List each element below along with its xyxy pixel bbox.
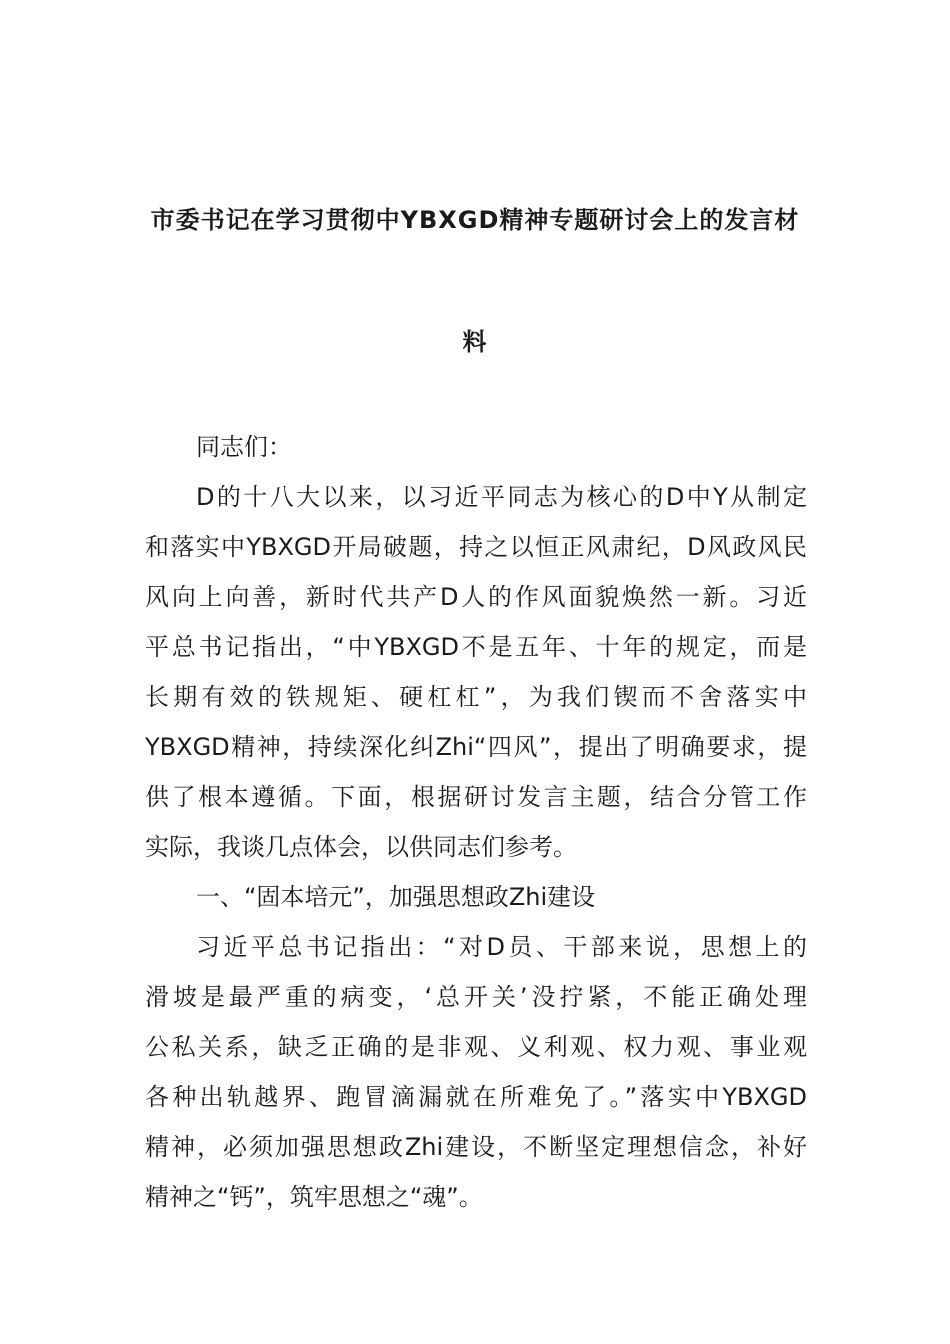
paragraph-line: 精神之“钙”，筑牢思想之“魂”。 <box>145 1183 483 1211</box>
paragraph-line: 实际，我谈几点体会，以供同志们参考。 <box>145 833 577 861</box>
paragraph-line: 长期有效的铁规矩、硬杠杠”，为我们锲而不舍落实中 <box>145 683 807 711</box>
paragraph-line: 供了根本遵循。下面，根据研讨发言主题，结合分管工作 <box>145 783 807 811</box>
paragraph-line: 精神，必须加强思想政Zhi建设，不断坚定理想信念，补好 <box>145 1133 807 1161</box>
paragraph-line: YBXGD精神，持续深化纠Zhi“四风”，提出了明确要求，提 <box>145 733 807 761</box>
paragraph-line: 习近平总书记指出：“对D员、干部来说，思想上的 <box>196 933 807 961</box>
paragraph-line: 风向上向善，新时代共产D人的作风面貌焕然一新。习近 <box>145 583 807 611</box>
paragraph-line: 各种出轨越界、跑冒滴漏就在所难免了。”落实中YBXGD <box>145 1083 807 1111</box>
paragraph-line: 和落实中YBXGD开局破题，持之以恒正风肃纪，D风政风民 <box>145 533 807 561</box>
document-title-line-2: 料 <box>462 328 488 356</box>
paragraph-line: 滑坡是最严重的病变，‘总开关’没拧紧，不能正确处理 <box>145 983 807 1011</box>
paragraph-line: D的十八大以来，以习近平同志为核心的D中Y从制定 <box>196 483 807 511</box>
paragraph-line: 平总书记指出，“中YBXGD不是五年、十年的规定，而是 <box>145 633 807 661</box>
document-title-line-1: 市委书记在学习贯彻中YBXGD精神专题研讨会上的发言材 <box>150 206 800 234</box>
section-heading: 一、“固本培元”，加强思想政Zhi建设 <box>196 883 596 911</box>
paragraph-line: 公私关系，缺乏正确的是非观、义利观、权力观、事业观 <box>145 1033 807 1061</box>
salutation: 同志们： <box>196 433 292 461</box>
